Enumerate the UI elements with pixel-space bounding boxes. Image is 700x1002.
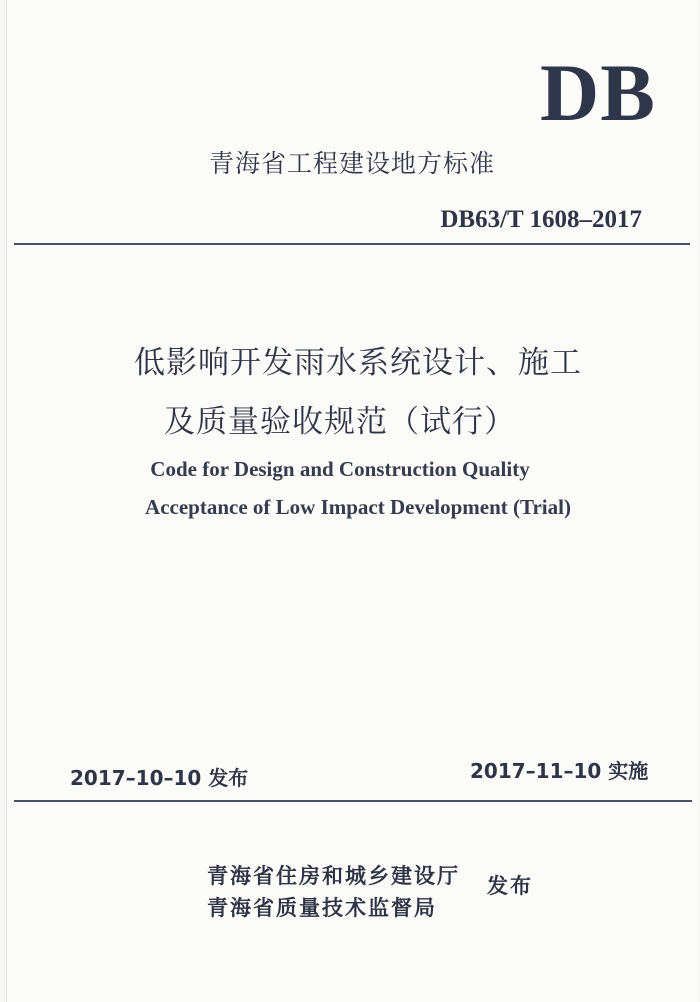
- issued-label: 发布: [487, 874, 533, 898]
- standard-type: 青海省工程建设地方标准: [209, 149, 496, 178]
- implementation-date: 2017–11–10 实施: [470, 759, 649, 783]
- title-cn-line2: 及质量验收规范（试行）: [164, 404, 516, 440]
- issuer-line1: 青海省住房和城乡建设厅: [207, 864, 460, 888]
- title-en-line1: Code for Design and Construction Quality: [150, 457, 530, 481]
- title-en-line2: Acceptance of Low Impact Development (Trial): [145, 495, 571, 519]
- issuer-line2: 青海省质量技术监督局: [207, 896, 437, 920]
- issue-date: 2017–10–10 发布: [70, 766, 249, 790]
- title-cn-line1: 低影响开发雨水系统设计、施工: [134, 345, 582, 381]
- header-divider: [14, 243, 690, 245]
- db-mark: DB: [540, 47, 656, 138]
- standard-code: DB63/T 1608–2017: [440, 206, 642, 233]
- footer-divider: [14, 800, 692, 802]
